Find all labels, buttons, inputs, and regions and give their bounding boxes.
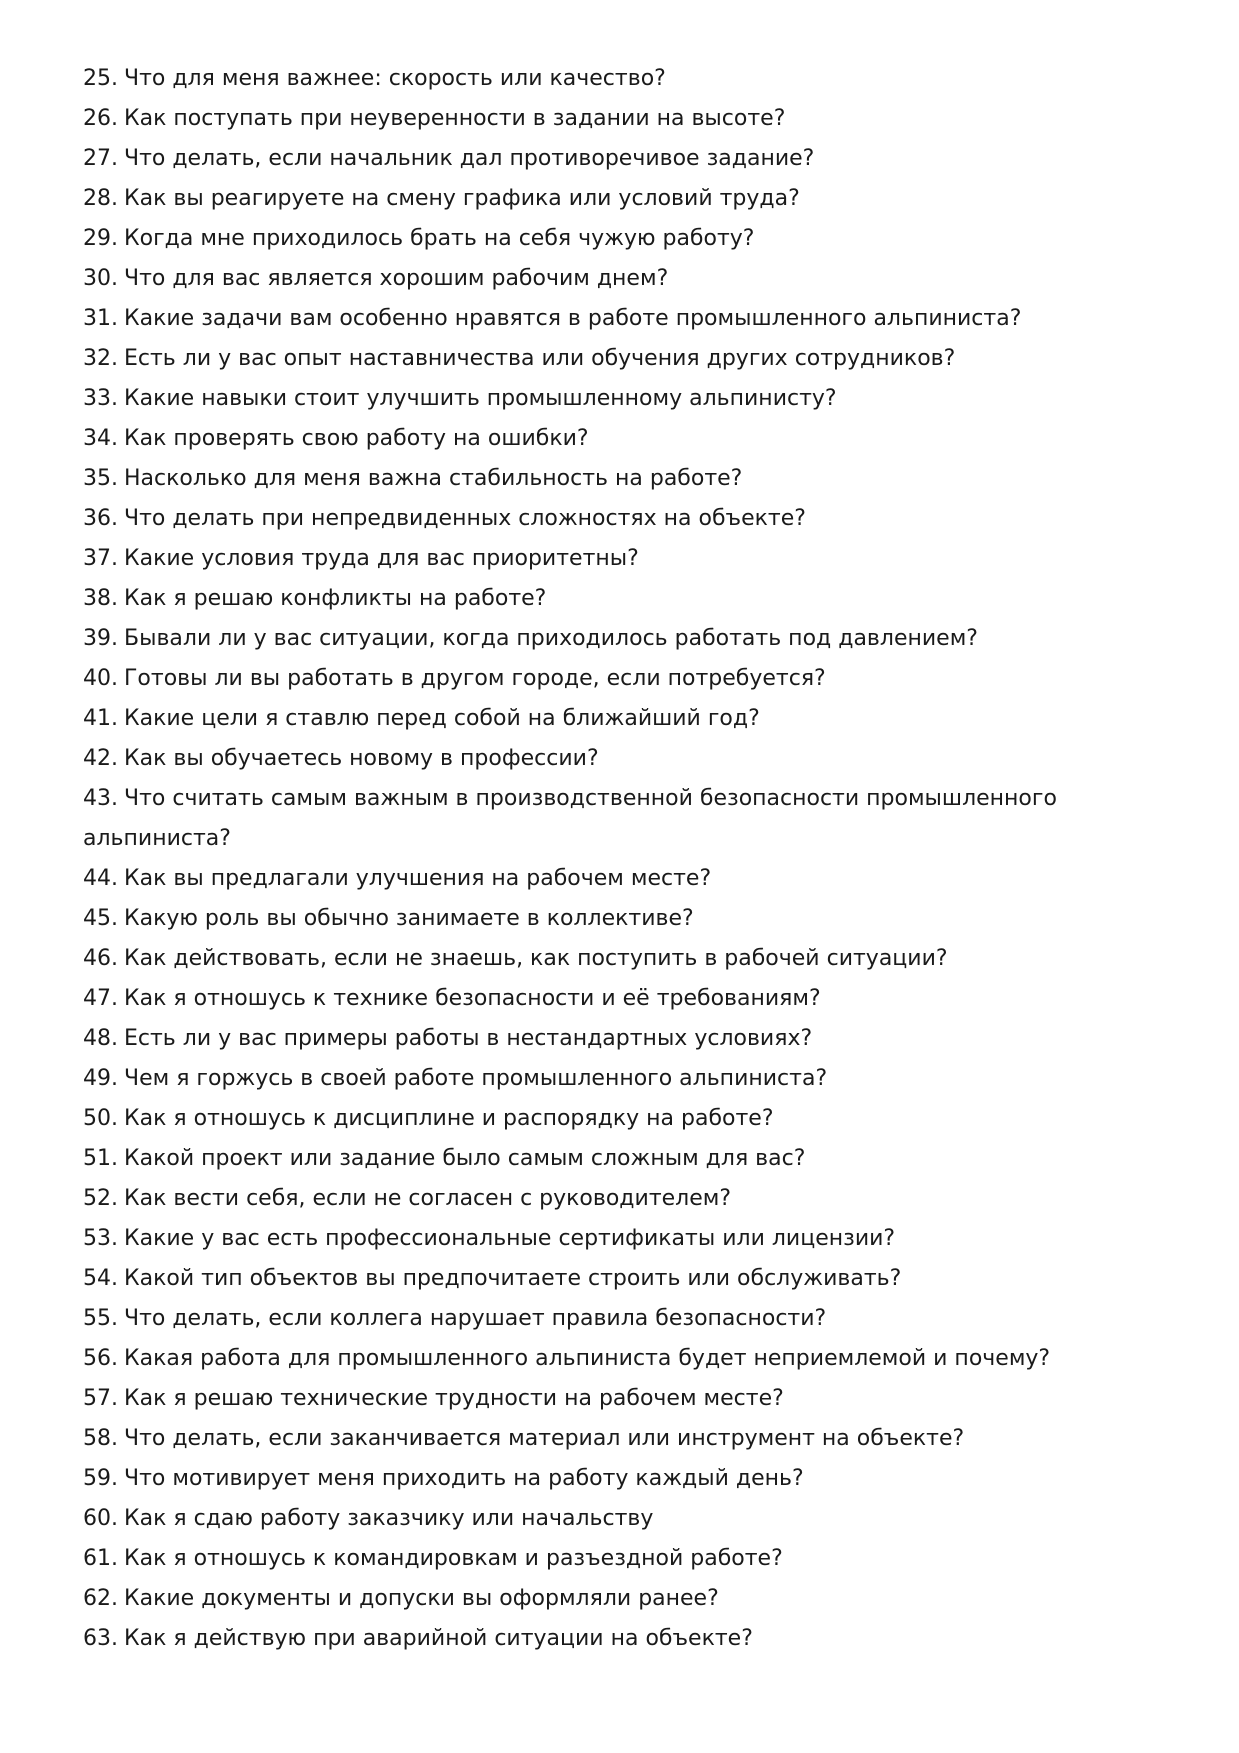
list-item xyxy=(83,99,1083,139)
question-number: 25. xyxy=(83,66,118,91)
list-item xyxy=(83,939,1083,979)
question-text: Как поступать при неуверенности в задании на высоте? xyxy=(124,106,786,131)
question-text: Какие у вас есть профессиональные сертификаты или лицензии? xyxy=(124,1226,896,1251)
question-text: Какие условия труда для вас приоритетны? xyxy=(124,546,639,571)
question-number: 48. xyxy=(83,1026,118,1051)
question-number: 47. xyxy=(83,986,118,1011)
question-text: Какие цели я ставлю перед собой на ближайший год? xyxy=(124,706,760,731)
question-text: Какая работа для промышленного альпиниста будет неприемлемой и почему? xyxy=(124,1346,1051,1371)
list-item xyxy=(83,59,1083,99)
question-text: Готовы ли вы работать в другом городе, если потребуется? xyxy=(124,666,826,691)
list-item xyxy=(83,659,1083,699)
list-item xyxy=(83,1259,1083,1299)
question-text: Как вы предлагали улучшения на рабочем месте? xyxy=(124,866,712,891)
question-number: 42. xyxy=(83,746,118,771)
question-text: Какой тип объектов вы предпочитаете строить или обслуживать? xyxy=(124,1266,902,1291)
question-number: 39. xyxy=(83,626,118,651)
question-number: 40. xyxy=(83,666,118,691)
list-item xyxy=(83,779,1083,859)
question-text: Как действовать, если не знаешь, как поступить в рабочей ситуации? xyxy=(124,946,948,971)
question-text: Что для меня важнее: скорость или качество? xyxy=(124,66,666,91)
list-item xyxy=(83,1499,1083,1539)
question-number: 32. xyxy=(83,346,118,371)
question-text: Как проверять свою работу на ошибки? xyxy=(124,426,589,451)
question-number: 57. xyxy=(83,1386,118,1411)
question-number: 29. xyxy=(83,226,118,251)
question-list xyxy=(83,59,1083,1659)
question-text: Как я решаю технические трудности на рабочем месте? xyxy=(124,1386,784,1411)
list-item xyxy=(83,1019,1083,1059)
list-item xyxy=(83,179,1083,219)
list-item xyxy=(83,219,1083,259)
question-number: 56. xyxy=(83,1346,118,1371)
question-text: Как я действую при аварийной ситуации на объекте? xyxy=(124,1626,753,1651)
question-text: Что считать самым важным в производственной безопасности промышленного альпиниста? xyxy=(83,786,1057,851)
question-text: Насколько для меня важна стабильность на работе? xyxy=(124,466,743,491)
question-number: 55. xyxy=(83,1306,118,1331)
question-number: 28. xyxy=(83,186,118,211)
question-number: 53. xyxy=(83,1226,118,1251)
question-number: 27. xyxy=(83,146,118,171)
question-number: 34. xyxy=(83,426,118,451)
question-text: Как вы обучаетесь новому в профессии? xyxy=(124,746,599,771)
question-text: Бывали ли у вас ситуации, когда приходилось работать под давлением? xyxy=(124,626,978,651)
question-text: Есть ли у вас опыт наставничества или обучения других сотрудников? xyxy=(124,346,956,371)
question-text: Как вести себя, если не согласен с руководителем? xyxy=(124,1186,732,1211)
list-item xyxy=(83,379,1083,419)
question-text: Что делать, если начальник дал противоречивое задание? xyxy=(124,146,815,171)
list-item xyxy=(83,1619,1083,1659)
question-number: 41. xyxy=(83,706,118,731)
list-item xyxy=(83,899,1083,939)
question-number: 51. xyxy=(83,1146,118,1171)
list-item xyxy=(83,259,1083,299)
question-text: Какие навыки стоит улучшить промышленному альпинисту? xyxy=(124,386,837,411)
list-item xyxy=(83,859,1083,899)
question-number: 38. xyxy=(83,586,118,611)
question-text: Что делать при непредвиденных сложностях на объекте? xyxy=(124,506,806,531)
list-item xyxy=(83,739,1083,779)
question-text: Как вы реагируете на смену графика или условий труда? xyxy=(124,186,800,211)
question-number: 36. xyxy=(83,506,118,531)
question-text: Когда мне приходилось брать на себя чужую работу? xyxy=(124,226,755,251)
list-item xyxy=(83,1419,1083,1459)
question-text: Чем я горжусь в своей работе промышленного альпиниста? xyxy=(124,1066,828,1091)
question-number: 63. xyxy=(83,1626,118,1651)
question-text: Как я решаю конфликты на работе? xyxy=(124,586,547,611)
question-number: 26. xyxy=(83,106,118,131)
question-number: 33. xyxy=(83,386,118,411)
question-number: 43. xyxy=(83,786,118,811)
question-number: 54. xyxy=(83,1266,118,1291)
question-text: Что делать, если заканчивается материал или инструмент на объекте? xyxy=(124,1426,965,1451)
list-item xyxy=(83,1539,1083,1579)
question-number: 59. xyxy=(83,1466,118,1491)
question-text: Какую роль вы обычно занимаете в коллективе? xyxy=(124,906,694,931)
question-text: Как я отношусь к командировкам и разъездной работе? xyxy=(124,1546,783,1571)
list-item xyxy=(83,499,1083,539)
question-number: 49. xyxy=(83,1066,118,1091)
question-number: 61. xyxy=(83,1546,118,1571)
question-number: 31. xyxy=(83,306,118,331)
question-text: Как я сдаю работу заказчику или начальству xyxy=(124,1506,654,1531)
question-number: 44. xyxy=(83,866,118,891)
question-text: Что делать, если коллега нарушает правила безопасности? xyxy=(124,1306,827,1331)
question-number: 52. xyxy=(83,1186,118,1211)
list-item xyxy=(83,339,1083,379)
question-number: 58. xyxy=(83,1426,118,1451)
question-number: 46. xyxy=(83,946,118,971)
list-item xyxy=(83,1459,1083,1499)
question-number: 35. xyxy=(83,466,118,491)
list-item xyxy=(83,1579,1083,1619)
list-item xyxy=(83,1219,1083,1259)
question-text: Какие задачи вам особенно нравятся в работе промышленного альпиниста? xyxy=(124,306,1022,331)
question-text: Какой проект или задание было самым сложным для вас? xyxy=(124,1146,806,1171)
question-number: 45. xyxy=(83,906,118,931)
question-number: 60. xyxy=(83,1506,118,1531)
list-item xyxy=(83,1059,1083,1099)
question-text: Что мотивирует меня приходить на работу каждый день? xyxy=(124,1466,804,1491)
question-text: Какие документы и допуски вы оформляли ранее? xyxy=(124,1586,719,1611)
question-number: 37. xyxy=(83,546,118,571)
list-item xyxy=(83,1339,1083,1379)
list-item xyxy=(83,459,1083,499)
question-number: 50. xyxy=(83,1106,118,1131)
question-text: Есть ли у вас примеры работы в нестандартных условиях? xyxy=(124,1026,813,1051)
question-text: Как я отношусь к технике безопасности и её требованиям? xyxy=(124,986,821,1011)
list-item xyxy=(83,579,1083,619)
list-item xyxy=(83,699,1083,739)
list-item xyxy=(83,419,1083,459)
list-item xyxy=(83,1099,1083,1139)
list-item xyxy=(83,539,1083,579)
list-item xyxy=(83,139,1083,179)
question-text: Как я отношусь к дисциплине и распорядку на работе? xyxy=(124,1106,774,1131)
question-number: 30. xyxy=(83,266,118,291)
list-item xyxy=(83,299,1083,339)
list-item xyxy=(83,1299,1083,1339)
list-item xyxy=(83,1179,1083,1219)
list-item xyxy=(83,619,1083,659)
list-item xyxy=(83,1379,1083,1419)
question-text: Что для вас является хорошим рабочим днем? xyxy=(124,266,669,291)
list-item xyxy=(83,979,1083,1019)
list-item xyxy=(83,1139,1083,1179)
question-number: 62. xyxy=(83,1586,118,1611)
